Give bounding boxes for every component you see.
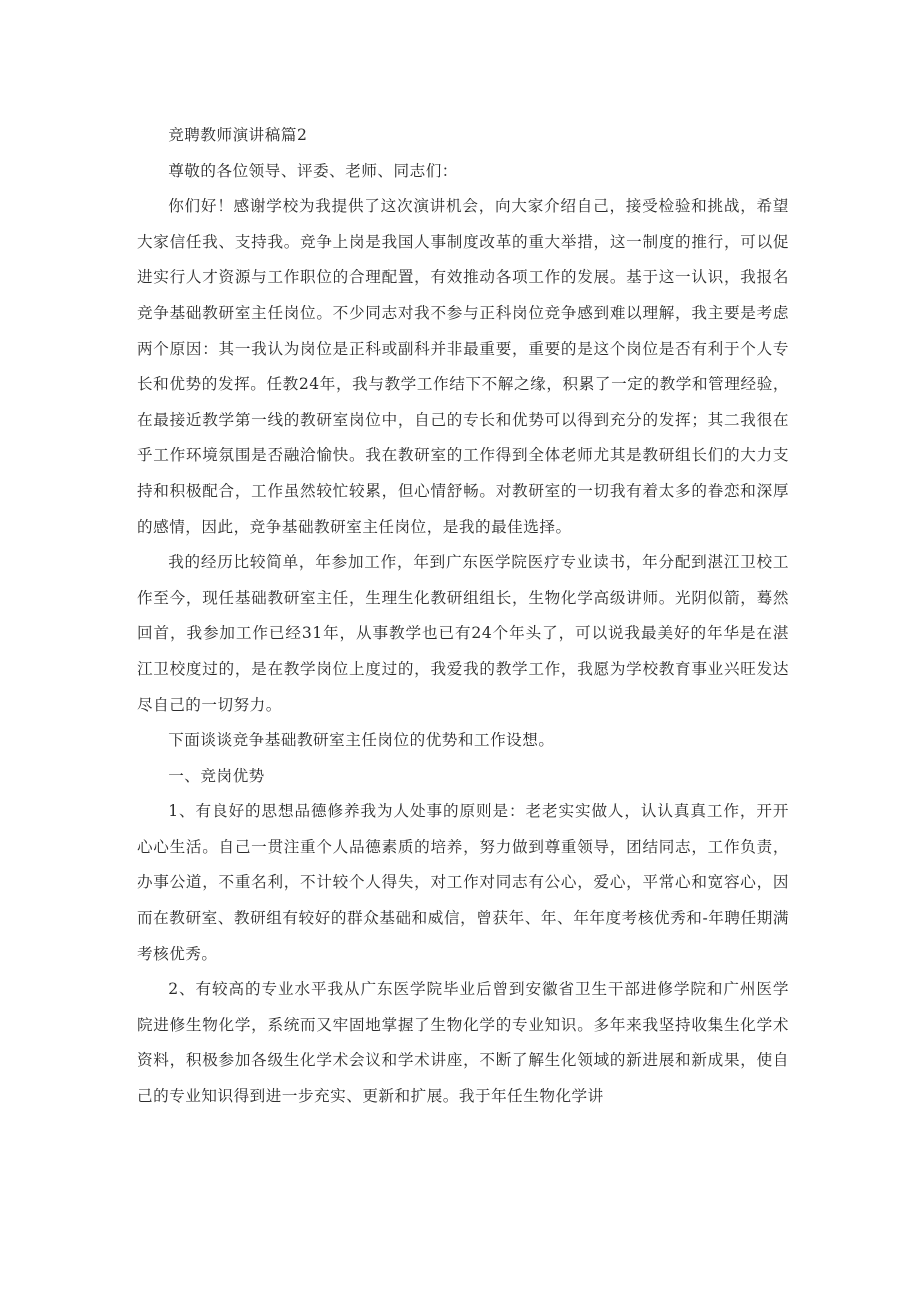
- paragraph-transition: 下面谈谈竞争基础教研室主任岗位的优势和工作设想。: [168, 731, 555, 750]
- point-1: 1、有良好的思想品德修养我为人处事的原则是：老老实实做人，认认真真工作，开开心心生活。自己一贯注重个人品德素质的培养，努力做到尊重领导，团结同志，工作负责，办事公道，不重名利，不计较个人得失，对工作对同志有公心，爱心，平常心和宽容心，因而在教研室、教研组有较好的群众基础和威信，曾获年、年、年年度考核优秀和-年聘任期满考核优秀。: [137, 802, 789, 963]
- greeting: 尊敬的各位领导、评委、老师、同志们：: [168, 161, 458, 180]
- paragraph-intro: 你们好！感谢学校为我提供了这次演讲机会，向大家介绍自己，接受检验和挑战，希望大家信任我、支持我。竞争上岗是我国人事制度改革的重大举措，这一制度的推行，可以促进实行人才资源与工作职位的合理配置，有效推动各项工作的发展。基于这一认识，我报名竞争基础教研室主任岗位。不少同志对我不参与正科岗位竞争感到难以理解，我主要是考虑两个原因：其一我认为岗位是正科或副科并非最重要，重要的是这个岗位是否有利于个人专长和优势的发挥。任教24年，我与教学工作结下不解之缘，积累了一定的教学和管理经验，在最接近教学第一线的教研室岗位中，自己的专长和优势可以得到充分的发挥；其二我很在乎工作环境氛围是否融洽愉快。我在教研室的工作得到全体老师尤其是教研组长们的大力支持和积极配合，工作虽然较忙较累，但心情舒畅。对教研室的一切我有着太多的眷恋和深厚的感情，因此，竞争基础教研室主任岗位，是我的最佳选择。: [137, 197, 789, 536]
- document-body: [137, 118, 789, 1115]
- section-heading: 一、竞岗优势: [168, 766, 265, 785]
- document-title: 竞聘教师演讲稿篇2: [168, 126, 308, 144]
- paragraph-experience: 我的经历比较简单，年参加工作，年到广东医学院医疗专业读书，年分配到湛江卫校工作至今，现任基础教研室主任，生理生化教研组组长，生物化学高级讲师。光阴似箭，蓦然回首，我参加工作已经31年，从事教学也已有24个年头了，可以说我最美好的年华是在湛江卫校度过的，是在教学岗位上度过的，我爱我的教学工作，我愿为学校教育事业兴旺发达尽自己的一切努力。: [137, 553, 789, 714]
- point-2: 2、有较高的专业水平我从广东医学院毕业后曾到安徽省卫生干部进修学院和广州医学院进修生物化学，系统而又牢固地掌握了生物化学的专业知识。多年来我坚持收集生化学术资料，积极参加各级生化学术会议和学术讲座，不断了解生化领域的新进展和新成果，使自己的专业知识得到进一步充实、更新和扩展。我于年任生物化学讲: [137, 980, 789, 1106]
